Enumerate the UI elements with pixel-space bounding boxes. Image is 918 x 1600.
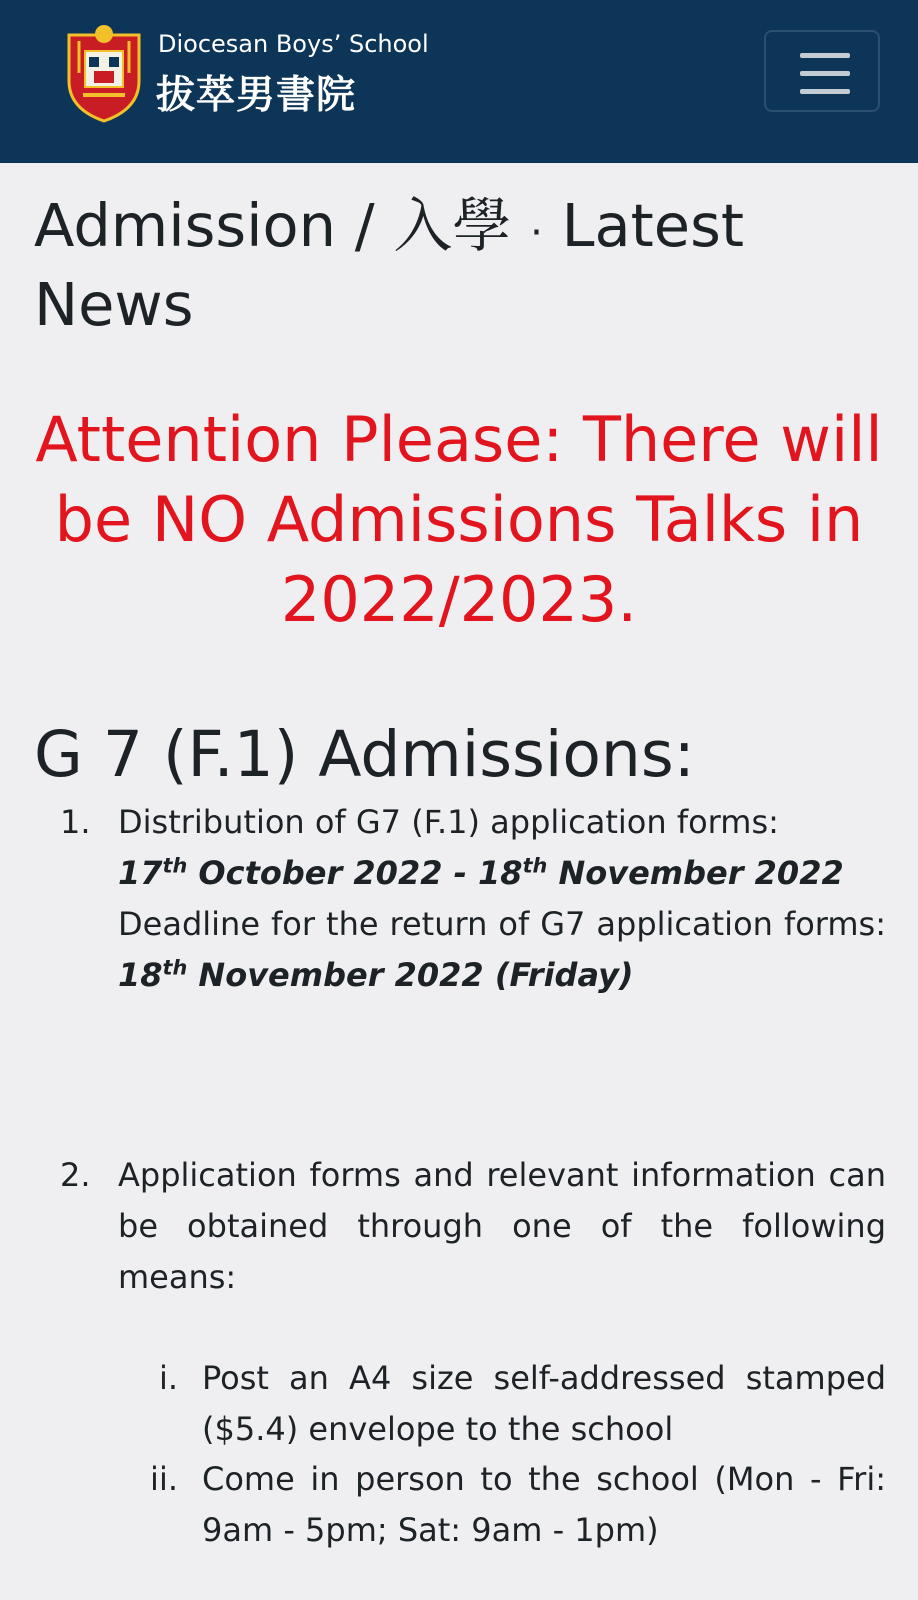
school-crest-logo[interactable] [63, 23, 145, 123]
end-day: 18 [478, 854, 523, 892]
start-day-suffix: th [162, 853, 188, 878]
hamburger-menu-icon-middle [800, 71, 850, 76]
sub-item-in-person: Come in person to the school (Mon - Fri: 9am - 5pm; Sat: 9am - 1pm) [202, 1460, 886, 1549]
admissions-notice: Attention Please: There will be NO Admissions Talks in 2022/2023. [35, 403, 883, 636]
sub-item-number: ii. [150, 1460, 178, 1498]
brand-chinese-name[interactable]: 拔萃男書院 [156, 73, 357, 118]
deadline-day: 18 [118, 956, 163, 994]
list-item-number: 1. [60, 803, 91, 841]
page-title [34, 190, 874, 340]
deadline-line [118, 899, 886, 1001]
distribution-period [118, 848, 886, 899]
deadline-lead: Deadline for the return of G7 application forms: [118, 905, 886, 943]
start-day: 17 [118, 854, 163, 892]
breadcrumb-admission[interactable]: Admission / 入學 [34, 191, 512, 260]
sub-item-post: Post an A4 size self-addressed stamped ($5.4) envelope to the school [202, 1359, 886, 1448]
site-header [0, 0, 918, 163]
deadline-day-suffix: th [162, 955, 188, 980]
hamburger-menu-icon [800, 53, 850, 58]
hamburger-menu-icon-bottom [800, 89, 850, 94]
start-rest: October 2022 - [187, 854, 479, 892]
deadline-rest: November 2022 (Friday) [187, 956, 634, 994]
list-item-distribution [118, 797, 886, 1001]
deadline-date [118, 956, 634, 994]
brand-english-name[interactable]: Diocesan Boys’ School [158, 30, 429, 58]
end-rest: November 2022 [547, 854, 844, 892]
breadcrumb-separator: · [530, 210, 543, 256]
list-item-means: Application forms and relevant information can be obtained through one of the following means: [118, 1156, 886, 1296]
menu-toggle-button[interactable] [764, 30, 880, 112]
end-day-suffix: th [522, 853, 548, 878]
list-item-number: 2. [60, 1156, 91, 1194]
sub-item-number: i. [158, 1359, 178, 1397]
breadcrumb-latest-news: Latest News [34, 191, 744, 339]
section-heading: G 7 (F.1) Admissions: [34, 718, 695, 791]
distribution-lead: Distribution of G7 (F.1) application forms: [118, 803, 779, 841]
